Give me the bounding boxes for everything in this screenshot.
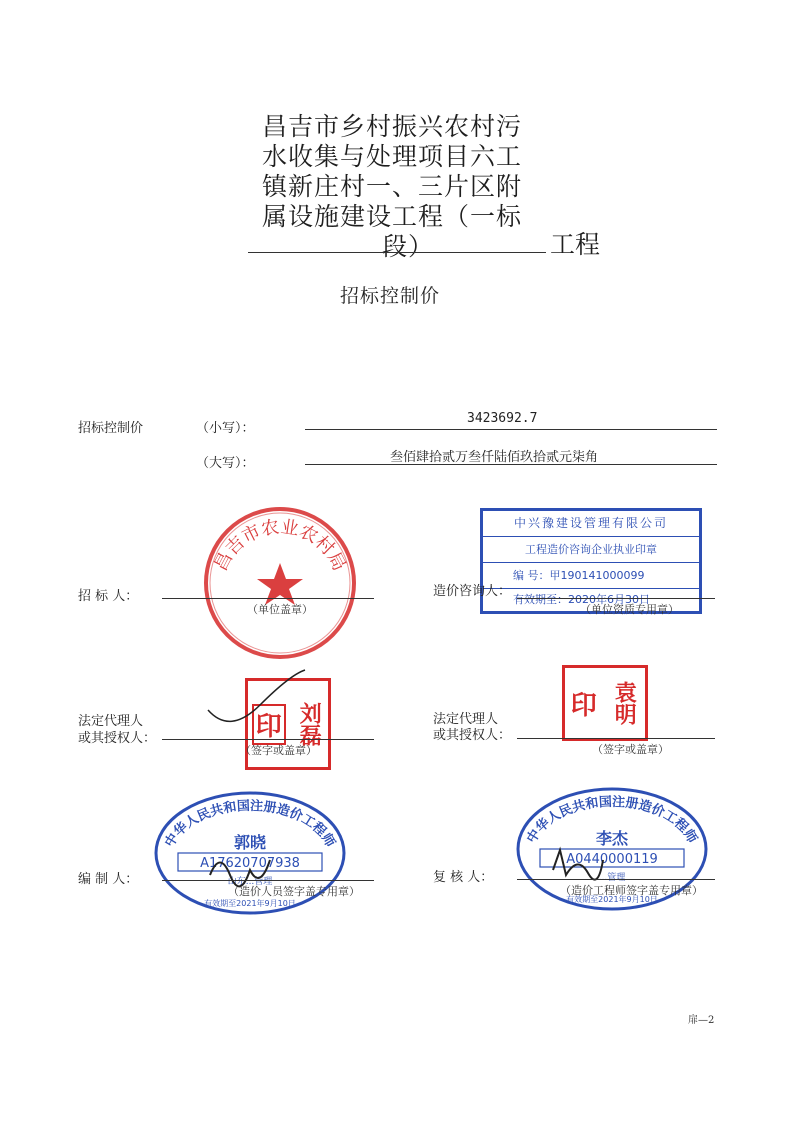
price-label: 招标控制价 (78, 421, 144, 436)
title-suffix: 工程 (550, 230, 601, 259)
legal-left-label-1: 法定代理人 (78, 714, 144, 729)
price-small-rule (305, 429, 717, 430)
reviewer-stamp-unit: ...管理 (598, 873, 626, 883)
project-title (262, 112, 552, 262)
title-line-4: 属设施建设工程（一标 (262, 202, 523, 231)
page-number: 扉—2 (688, 1015, 715, 1026)
reviewer-note: （造价工程师签字盖专用章） (560, 884, 703, 897)
title-line-3: 镇新庄村一、三片区附 (262, 172, 523, 201)
tenderer-label: 招 标 人： (78, 589, 139, 604)
consultant-rule (517, 598, 715, 599)
reviewer-stamp-ring: 中华人民共和国注册造价工程师 (524, 794, 700, 846)
consultant-stamp-type: 工程造价咨询企业执业印章 (483, 537, 699, 563)
legal-right-label-1: 法定代理人 (433, 712, 499, 727)
title-underline (248, 252, 546, 253)
legal-right-note: （签字或盖章） (592, 743, 669, 756)
legal-left-signature (200, 665, 310, 735)
legal-left-stamp-name: 刘磊 (296, 702, 322, 746)
consultant-stamp-validity: 有效期至：2020年6月30日 (513, 593, 650, 606)
legal-left-note: （签字或盖章） (240, 744, 317, 757)
legal-left-rule (162, 739, 374, 740)
reviewer-rule (517, 879, 715, 880)
compiler-stamp-validity: 有效期至2021年9月10日 (204, 899, 296, 908)
consultant-stamp-company: 中兴豫建设管理有限公司 (483, 511, 699, 537)
reviewer-stamp-name: 李杰 (595, 829, 629, 848)
compiler-label: 编 制 人： (78, 872, 139, 887)
consultant-label: 造价咨询人： (433, 584, 512, 599)
legal-right-stamp-name: 袁明 (611, 681, 637, 725)
price-large-value: 叁佰肆拾贰万叁仟陆佰玖拾贰元柒角 (390, 450, 599, 465)
compiler-rule (162, 880, 374, 881)
compiler-stamp-name: 郭晓 (233, 833, 267, 852)
legal-left-stamp-seal: 印 (252, 704, 286, 745)
tenderer-round-stamp (200, 503, 360, 663)
compiler-stamp-unit: 山东...管理 (227, 877, 273, 887)
legal-right-label-2: 或其授权人： (433, 728, 512, 743)
legal-left-label-2: 或其授权人： (78, 731, 157, 746)
legal-right-stamp (562, 665, 648, 741)
title-line-1: 昌吉市乡村振兴农村污 (262, 112, 523, 141)
compiler-stamp-ring: 中华人民共和国注册造价工程师 (162, 798, 338, 850)
reviewer-label: 复 核 人： (433, 870, 494, 885)
price-large-label: （大写）： (196, 456, 255, 471)
tenderer-rule (162, 598, 374, 599)
title-line-2: 水收集与处理项目六工 (262, 142, 523, 171)
tenderer-note: （单位盖章） (247, 603, 313, 616)
compiler-note: （造价人员签字盖专用章） (228, 885, 360, 898)
compiler-stamp-code: A17620707938 (200, 856, 300, 871)
tenderer-stamp-text: 昌吉市农业农村局 (210, 516, 350, 575)
reviewer-stamp-code: A0440000119 (566, 852, 658, 867)
title-line-5: 段） (382, 232, 435, 261)
reviewer-stamp-validity: 有效期至2021年9月10日 (566, 895, 658, 904)
legal-right-stamp-seal: 印 (570, 690, 597, 721)
consultant-stamp-number: 编 号：甲190141000099 (483, 563, 699, 589)
consultant-note: （单位资质专用章） (580, 603, 679, 616)
legal-right-rule (517, 738, 715, 739)
price-small-value: 3423692.7 (467, 411, 538, 426)
price-small-label: （小写）： (196, 421, 255, 436)
page-subtitle: 招标控制价 (340, 285, 441, 307)
